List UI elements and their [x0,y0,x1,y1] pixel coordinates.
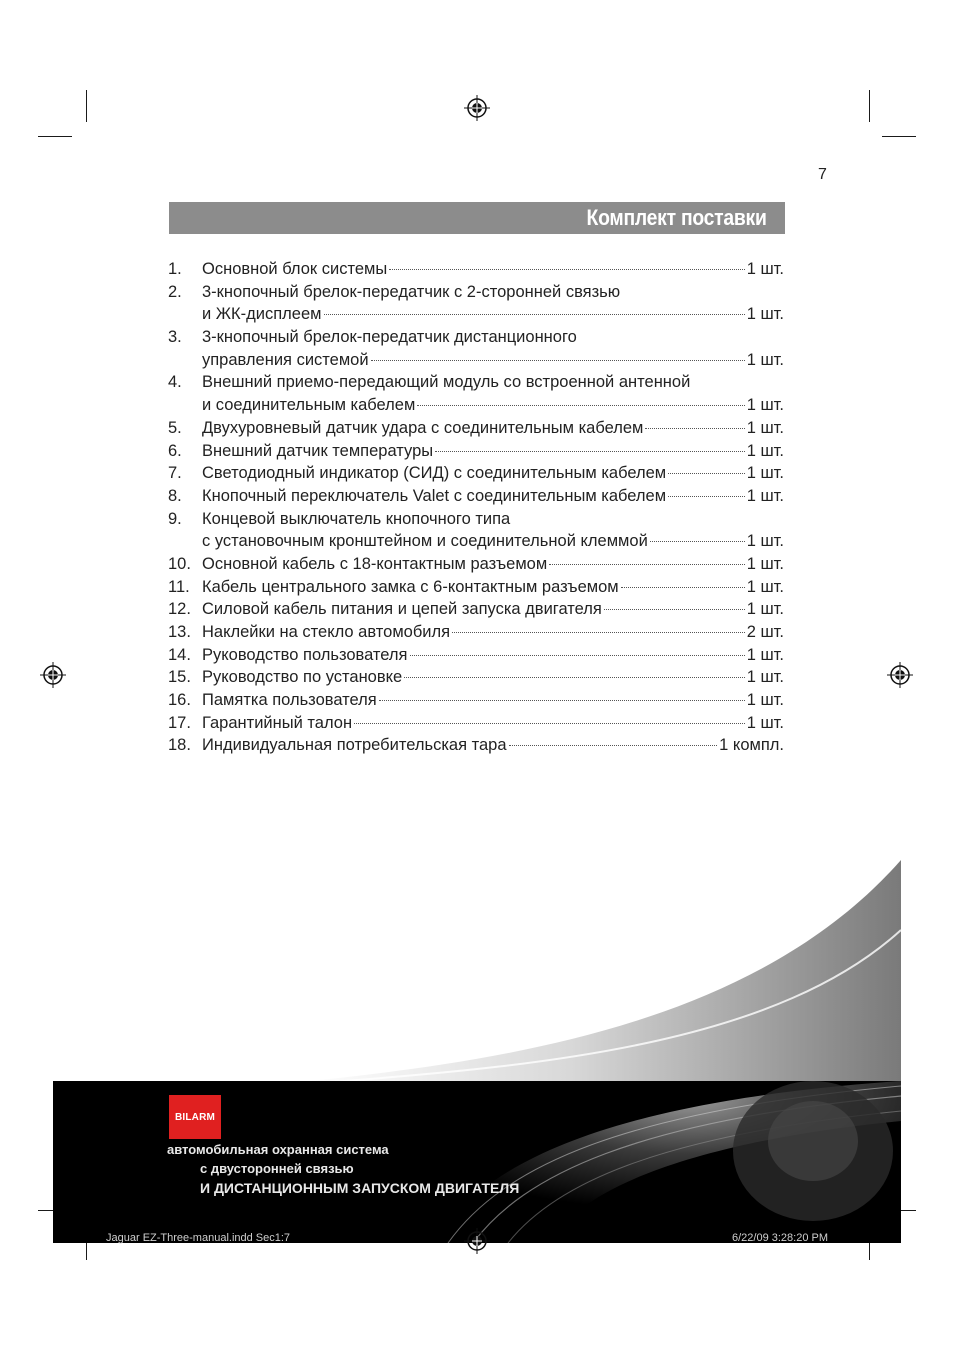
item-text: управления системой [202,350,369,369]
list-item [168,712,784,735]
slogan-line-3: И ДИСТАНЦИОННЫМ ЗАПУСКОМ ДВИГАТЕЛЯ [200,1180,520,1196]
item-quantity: 2 шт. [746,623,784,641]
item-text: и ЖК-дисплеем [202,305,322,324]
item-text: Кабель центрального замка с 6-контактным разъемом [202,577,619,596]
item-text: Руководство по установке [202,668,403,687]
section-title-bar [169,202,785,234]
leader-dots [379,700,745,701]
list-item [168,553,784,576]
leader-dots [435,451,745,452]
item-text: Индивидуальная потребительская тара [202,736,507,755]
list-item [168,621,784,644]
item-number: 8. [168,486,182,505]
list-item [168,734,784,757]
item-number: 5. [168,418,182,437]
item-quantity: 1 шт. [746,305,784,324]
crop-mark [86,90,87,122]
item-quantity: 1 шт. [746,260,784,278]
leader-dots [371,360,745,361]
leader-dots [389,269,744,270]
leader-dots [650,541,745,542]
item-quantity: 1 шт. [746,486,784,505]
leader-dots [645,428,744,429]
list-item [168,666,784,689]
item-quantity: 1 шт. [746,554,784,573]
item-number: 10. [168,554,191,573]
decorative-swoosh [0,850,954,1090]
item-quantity: 1 шт. [746,464,784,483]
item-quantity: 1 шт. [746,418,784,437]
item-text: Силовой кабель питания и цепей запуска двигателя [202,600,602,619]
item-quantity: 1 шт. [746,645,784,664]
item-number: 9. [168,509,182,528]
registration-mark-icon [464,95,490,121]
registration-mark-icon [887,662,913,688]
item-text: и соединительным кабелем [202,396,416,415]
item-quantity: 1 компл. [719,736,784,755]
item-number: 11. [168,577,190,596]
registration-mark-icon [464,1228,490,1254]
item-text: Двухуровневый датчик удара с соединительным кабелем [202,418,644,437]
list-item [168,258,784,281]
item-text: Кнопочный переключатель Valet с соединительным кабелем [202,486,667,505]
list-item [168,371,784,394]
product-banner [53,1081,901,1243]
item-quantity: 1 шт. [746,713,784,732]
package-contents-list [168,258,784,757]
item-text: Внешний датчик температуры [202,441,434,460]
item-text: Концевой выключатель кнопочного типа [202,509,511,528]
slogan-line-2: с двусторонней связью [200,1161,354,1176]
list-item [168,485,784,508]
item-number: 1. [168,260,182,278]
footer-filename: Jaguar EZ-Three-manual.indd Sec1:7 [106,1232,291,1244]
item-number: 18. [168,736,191,755]
item-quantity: 1 шт. [746,668,784,687]
item-number: 3. [168,328,182,347]
item-number: 12. [168,600,191,619]
leader-dots [621,587,745,588]
item-quantity: 1 шт. [746,441,784,460]
list-item [168,576,784,599]
list-item [168,644,784,667]
list-item [168,349,784,372]
item-number: 4. [168,373,182,392]
item-text: Основной блок системы [202,260,388,278]
leader-dots [324,314,745,315]
list-item [168,598,784,621]
leader-dots [452,632,745,633]
list-item [168,303,784,326]
item-quantity: 1 шт. [746,350,784,369]
leader-dots [417,405,744,406]
item-text: Памятка пользователя [202,691,377,710]
item-quantity: 1 шт. [746,396,784,415]
item-number: 15. [168,668,191,687]
list-item [168,508,784,531]
item-number: 17. [168,713,191,732]
item-number: 14. [168,645,191,664]
item-quantity: 1 шт. [746,577,784,596]
crop-mark [869,90,870,122]
item-number: 6. [168,441,182,460]
list-item [168,281,784,304]
bilarm-logo: BILARM [169,1095,221,1139]
footer-timestamp: 6/22/09 3:28:20 PM [732,1232,829,1244]
list-item [168,530,784,553]
list-item [168,417,784,440]
item-text: Основной кабель с 18-контактным разъемом [202,554,548,573]
leader-dots [604,609,745,610]
list-item [168,689,784,712]
item-text: Светодиодный индикатор (СИД) с соединительным кабелем [202,464,667,483]
item-quantity: 1 шт. [746,532,784,551]
crop-mark [38,136,72,137]
item-text: 3-кнопочный брелок-передатчик дистанционного [202,328,577,347]
item-text: Наклейки на стекло автомобиля [202,623,451,641]
leader-dots [404,677,744,678]
leader-dots [509,745,718,746]
leader-dots [354,723,745,724]
list-item [168,394,784,417]
leader-dots [668,473,745,474]
item-text: Гарантийный талон [202,713,353,732]
item-number: 7. [168,464,182,483]
list-item [168,462,784,485]
list-item [168,440,784,463]
item-number: 2. [168,282,182,301]
item-quantity: 1 шт. [746,691,784,710]
item-number: 16. [168,691,191,710]
section-title: Комплект поставки [586,205,767,230]
item-text: Внешний приемо-передающий модуль со встроенной антенной [202,373,691,392]
item-number: 13. [168,623,191,641]
item-quantity: 1 шт. [746,600,784,619]
crop-mark [882,136,916,137]
item-text: Руководство пользователя [202,645,408,664]
leader-dots [668,496,745,497]
leader-dots [549,564,744,565]
list-item [168,326,784,349]
item-text: с установочным кронштейном и соединительной клеммой [202,532,648,551]
registration-mark-icon [40,662,66,688]
slogan-line-1: автомобильная охранная система [167,1142,389,1157]
page-number: 7 [818,166,827,183]
item-text: 3-кнопочный брелок-передатчик с 2-сторонней связью [202,282,621,301]
leader-dots [410,655,745,656]
